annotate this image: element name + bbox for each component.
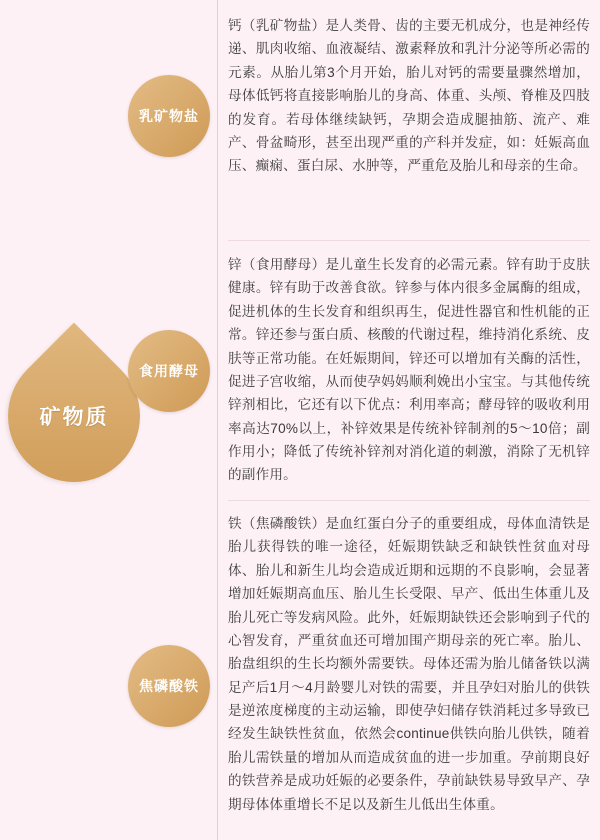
column-divider [217,0,218,840]
section-text-calcium: 钙（乳矿物盐）是人类骨、齿的主要无机成分，也是神经传递、肌肉收缩、血液凝结、激素释放和乳汁分泌等所必需的元素。从胎儿第3个月开始，胎儿对钙的需要量骤然增加，母体低钙将直接影响胎儿的身高、体重、头颅、脊椎及四肢的发育。若母体继续缺钙，孕期会造成腿抽筋、流产、难产、骨盆畸形，甚至出现严重的产科并发症，如：妊娠高血压、癫痫、蛋白尿、水肿等，严重危及胎儿和母亲的生命。 [228,18,590,174]
section-separator-2 [228,500,590,501]
section-text-iron: 铁（焦磷酸铁）是血红蛋白分子的重要组成，母体血清铁是胎儿获得铁的唯一途径，妊娠期铁缺乏和缺铁性贫血对母体、胎儿和新生儿均会造成近期和远期的不良影响，会显著增加妊娠期高血压、胎儿生长受限、早产、低出生体重儿及胎儿死亡等发病风险。此外，妊娠期缺铁还会影响到子代的心智发育，严重贫血还可增加围产期母亲的死亡率。胎儿、胎盘组织的生长均额外需要铁。母体还需为胎儿储备铁以满足产后1月～4月龄婴儿对铁的需要，并且孕妇对胎儿的供铁是逆浓度梯度的主动运输，即使孕妇储存铁消耗过多导致已经发生缺铁性贫血，依然会continue供铁向胎儿供铁，随着胎儿需铁量的增加从而造成贫血的进一步加重。孕前期良好的铁营养是成功妊娠的必要条件，孕前缺铁易导致早产、孕期母体体重增长不足以及新生儿低出生体重。 [228,516,590,812]
section-text-zinc: 锌（食用酵母）是儿童生长发育的必需元素。锌有助于皮肤健康。锌有助于改善食欲。锌参与体内很多金属酶的组成，促进机体的生长发育和组织再生，促进性器官和性机能的正常。锌还参与蛋白质、核酸的代谢过程，维持消化系统、皮肤等正常功能。在妊娠期间，锌还可以增加有关酶的活性，促进子宫收缩，从而使孕妈妈顺利娩出小宝宝。与其他传统锌剂相比，它还有以下优点：利用率高；酵母锌的吸收利用率高达70%以上，补锌效果是传统补锌制剂的5～10倍；副作用小；降低了传统补锌剂对消化道的刺激，消除了无机锌的副作用。 [228,257,590,483]
main-category-label: 矿物质 [39,406,109,429]
badge-ferric-pyrophosphate: 焦磷酸铁 [128,645,210,727]
badge-edible-yeast: 食用酵母 [128,330,210,412]
section-separator-1 [228,240,590,241]
badge-milk-mineral-salt: 乳矿物盐 [128,75,210,157]
